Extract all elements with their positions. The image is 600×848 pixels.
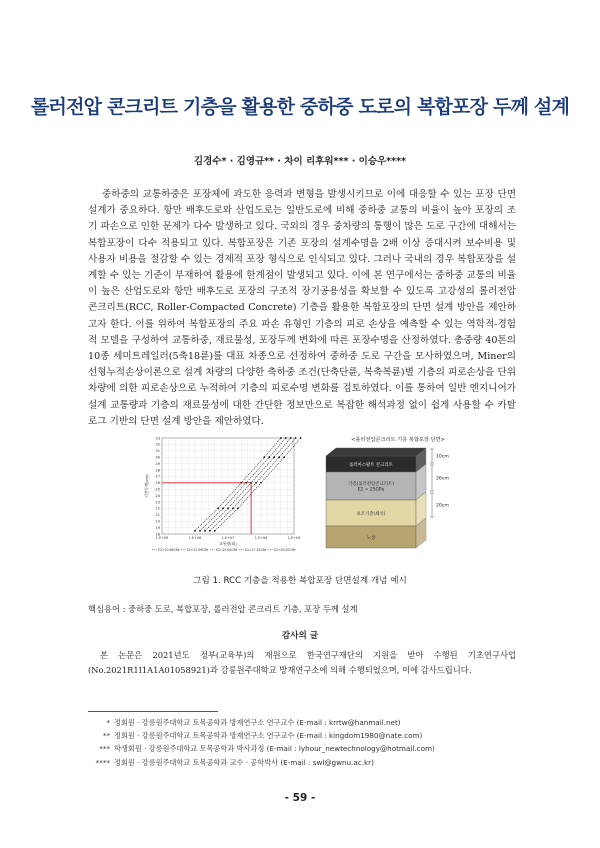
data-point	[237, 508, 239, 510]
figure-caption: 그림 1. RCC 기층을 적용한 복합포장 단면설계 개념 예시	[193, 576, 407, 586]
y-tick-label: 27	[155, 474, 160, 479]
y-tick-label: 20	[155, 519, 160, 524]
data-point	[240, 482, 242, 484]
layer-label: 기층(롤러전압콘크리트)	[348, 482, 394, 488]
data-point	[295, 437, 297, 439]
data-point	[232, 508, 234, 510]
data-point	[250, 482, 252, 484]
author-list: 김경수* · 김영규** · 차이 리후워*** · 이승우****	[193, 156, 407, 167]
thickness-design-chart	[140, 432, 302, 562]
data-point	[290, 437, 292, 439]
data-point	[227, 508, 229, 510]
legend-label: E2=27.35GPa	[245, 548, 267, 552]
y-tick-label: 22	[155, 506, 160, 511]
footnote-divider	[88, 711, 218, 712]
legend-label: E2=30.00GPa	[274, 548, 296, 552]
x-axis-label: 교통량(회)	[219, 541, 237, 546]
layer-top	[326, 448, 426, 456]
data-point	[209, 530, 211, 532]
acknowledgement-text: 본 논문은 2021년도 정부(교육부)의 재원으로 한국연구재단의 지원을 받아 수행된 기초연구사업(No.2021R1I1A1A01058921)과 강릉원주대학교 방재연구소에 의해 수행되었으며, 이에 감사드립니다.	[88, 650, 516, 675]
data-point	[263, 456, 265, 458]
data-point	[300, 437, 302, 439]
y-tick-label: 33	[155, 436, 160, 441]
layer-label: 보조기층(쇄석)	[356, 511, 386, 517]
footnotes	[88, 716, 435, 769]
data-point	[268, 456, 270, 458]
y-tick-label: 18	[155, 532, 160, 537]
layer-thickness: 10cm	[436, 454, 449, 460]
data-point	[199, 530, 201, 532]
data-point	[283, 456, 285, 458]
paper-title: 롤러전압 콘크리트 기층을 활용한 중하중 도로의 복합포장 두께 설계	[30, 96, 570, 118]
legend-label: E2=22.96GPa	[187, 548, 209, 552]
y-tick-label: 25	[155, 487, 160, 492]
data-point	[222, 508, 224, 510]
data-point	[194, 530, 196, 532]
data-point	[285, 437, 287, 439]
data-point	[280, 437, 282, 439]
footnote: **** 정회원 · 강릉원주대학교 토목공학과 교수 · 공학박사 (E-mail : swl@gwnu.ac.kr)	[95, 757, 374, 767]
footnote: *** 학생회원 · 강릉원주대학교 토목공학과 박사과정 (E-mail : lyhour_newtechnology@hotmail.com)	[99, 744, 435, 754]
y-tick-label: 30	[155, 455, 160, 460]
data-point	[278, 456, 280, 458]
y-axis-label: 기층두께(cm)	[144, 474, 149, 498]
layer-thickness: 26cm	[436, 476, 449, 482]
x-tick-label: 1.E+05	[155, 536, 169, 540]
x-tick-label: 1.E+08	[254, 536, 268, 540]
y-tick-label: 26	[155, 481, 160, 486]
y-tick-label: 29	[155, 461, 160, 466]
diagram-title: <롤러전압콘크리트 기층 복합포장 단면>	[351, 437, 445, 443]
legend-label: E2=25.00GPa	[216, 548, 238, 552]
data-point	[255, 482, 257, 484]
x-tick-label: 1.E+07	[221, 536, 235, 540]
layer-label: 노상	[366, 535, 376, 541]
layer-thickness: 20cm	[436, 503, 449, 509]
abstract-paragraph: 중하중의 교통하중은 포장체에 과도한 응력과 변형을 발생시키므로 이에 대응할 수 있는 포장 단면 설계가 중요하다. 항만 배후도로와 산업도로는 일반도로에 비해 중하중 교통의 비율이 높아 포장의 조기 파손으로 인한 문제가 다수 발생하고 있다. 국외의 경우 중차량의 통행이 많은 도로 구간에 대해서는 복합포장이 다수 적용되고 있다. 복합포장은 기존 포장의 설계수명을 2배 이상 증대시켜 보수비용 및 사용자 비용을 절감할 수 있는 경제적 포장 형식으로 인식되고 있다. 그러나 국내의 경우 복합포장을 설계할 수 있는 기준이 부재하여 활용에 한계점이 발생되고 있다. 이에 본 연구에서는 중하중 교통의 비율이 높은 산업도로와 항만 배후도로 포장의 구조적 장기공용성을 확보할 수 있도록 고강성의 롤러전압 콘크리트(RCC, Roller-Compacted Concrete) 기층을 활용한 복합포장의 단면 설계 방안을 제안하고자 한다. 이를 위하여 복합포장의 주요 파손 유형인 기층의 피로 손상을 예측할 수 있는 역학적-경험적 모델을 구성하여 교통하중, 재료물성, 포장두께 변화에 따른 포장수명을 산정하였다. 총중량 40톤의 10종 세미트레일러(5축18륜)를 대표 차종으로 선정하여 중하중 도로 구간을 모사하였으며, Miner의 선형누적손상이론으로 설계 차량의 다양한 축하중 조건(단축단륜, 복축복륜)별 기층의 피로손상을 단위 차량에 의한 피로손상으로 누적하여 기층의 피로수명 변화를 검토하였다. 이를 통하여 일반 엔지니어가 설계 교통량과 기층의 재료물성에 대한 간단한 정보만으로 복잡한 해석과정 없이 쉽게 사용할 수 카탈로그 기반의 단면 설계 방안을 제안하였다.	[88, 189, 516, 427]
data-point	[204, 530, 206, 532]
y-tick-label: 24	[155, 493, 160, 498]
footnote: ** 정회원 · 강릉원주대학교 토목공학과 방재연구소 연구교수 (E-mail : kingdom1980@nate.com)	[102, 731, 423, 741]
y-tick-label: 23	[155, 500, 160, 505]
data-point	[245, 482, 247, 484]
layer-label: 롤러마스팔트 콘크리트	[349, 462, 393, 468]
legend-label: E2=20.96GPa	[158, 548, 180, 552]
page-number: - 59 -	[284, 792, 316, 804]
footnote: * 정회원 · 강릉원주대학교 토목공학과 방재연구소 연구교수 (E-mail : krrtw@hanmail.net)	[106, 718, 401, 727]
y-tick-label: 28	[155, 468, 160, 473]
layer-label: E2 = 25GPa	[357, 487, 385, 493]
data-point	[217, 508, 219, 510]
keywords: 핵심용어 : 중하중 도로, 복합포장, 롤러전압 콘크리트 기층, 포장 두께 설계	[88, 604, 358, 614]
y-tick-label: 32	[155, 442, 160, 447]
acknowledgement-title: 감사의 글	[281, 631, 319, 641]
pavement-section-diagram	[318, 434, 478, 562]
data-point	[214, 530, 216, 532]
y-tick-label: 19	[155, 525, 160, 530]
figure-1	[0, 432, 600, 564]
data-point	[273, 456, 275, 458]
x-tick-label: 1.E+06	[188, 536, 202, 540]
x-tick-label: 1.E+09	[287, 536, 301, 540]
data-point	[260, 482, 262, 484]
y-tick-label: 21	[155, 513, 160, 518]
y-tick-label: 31	[155, 449, 160, 454]
